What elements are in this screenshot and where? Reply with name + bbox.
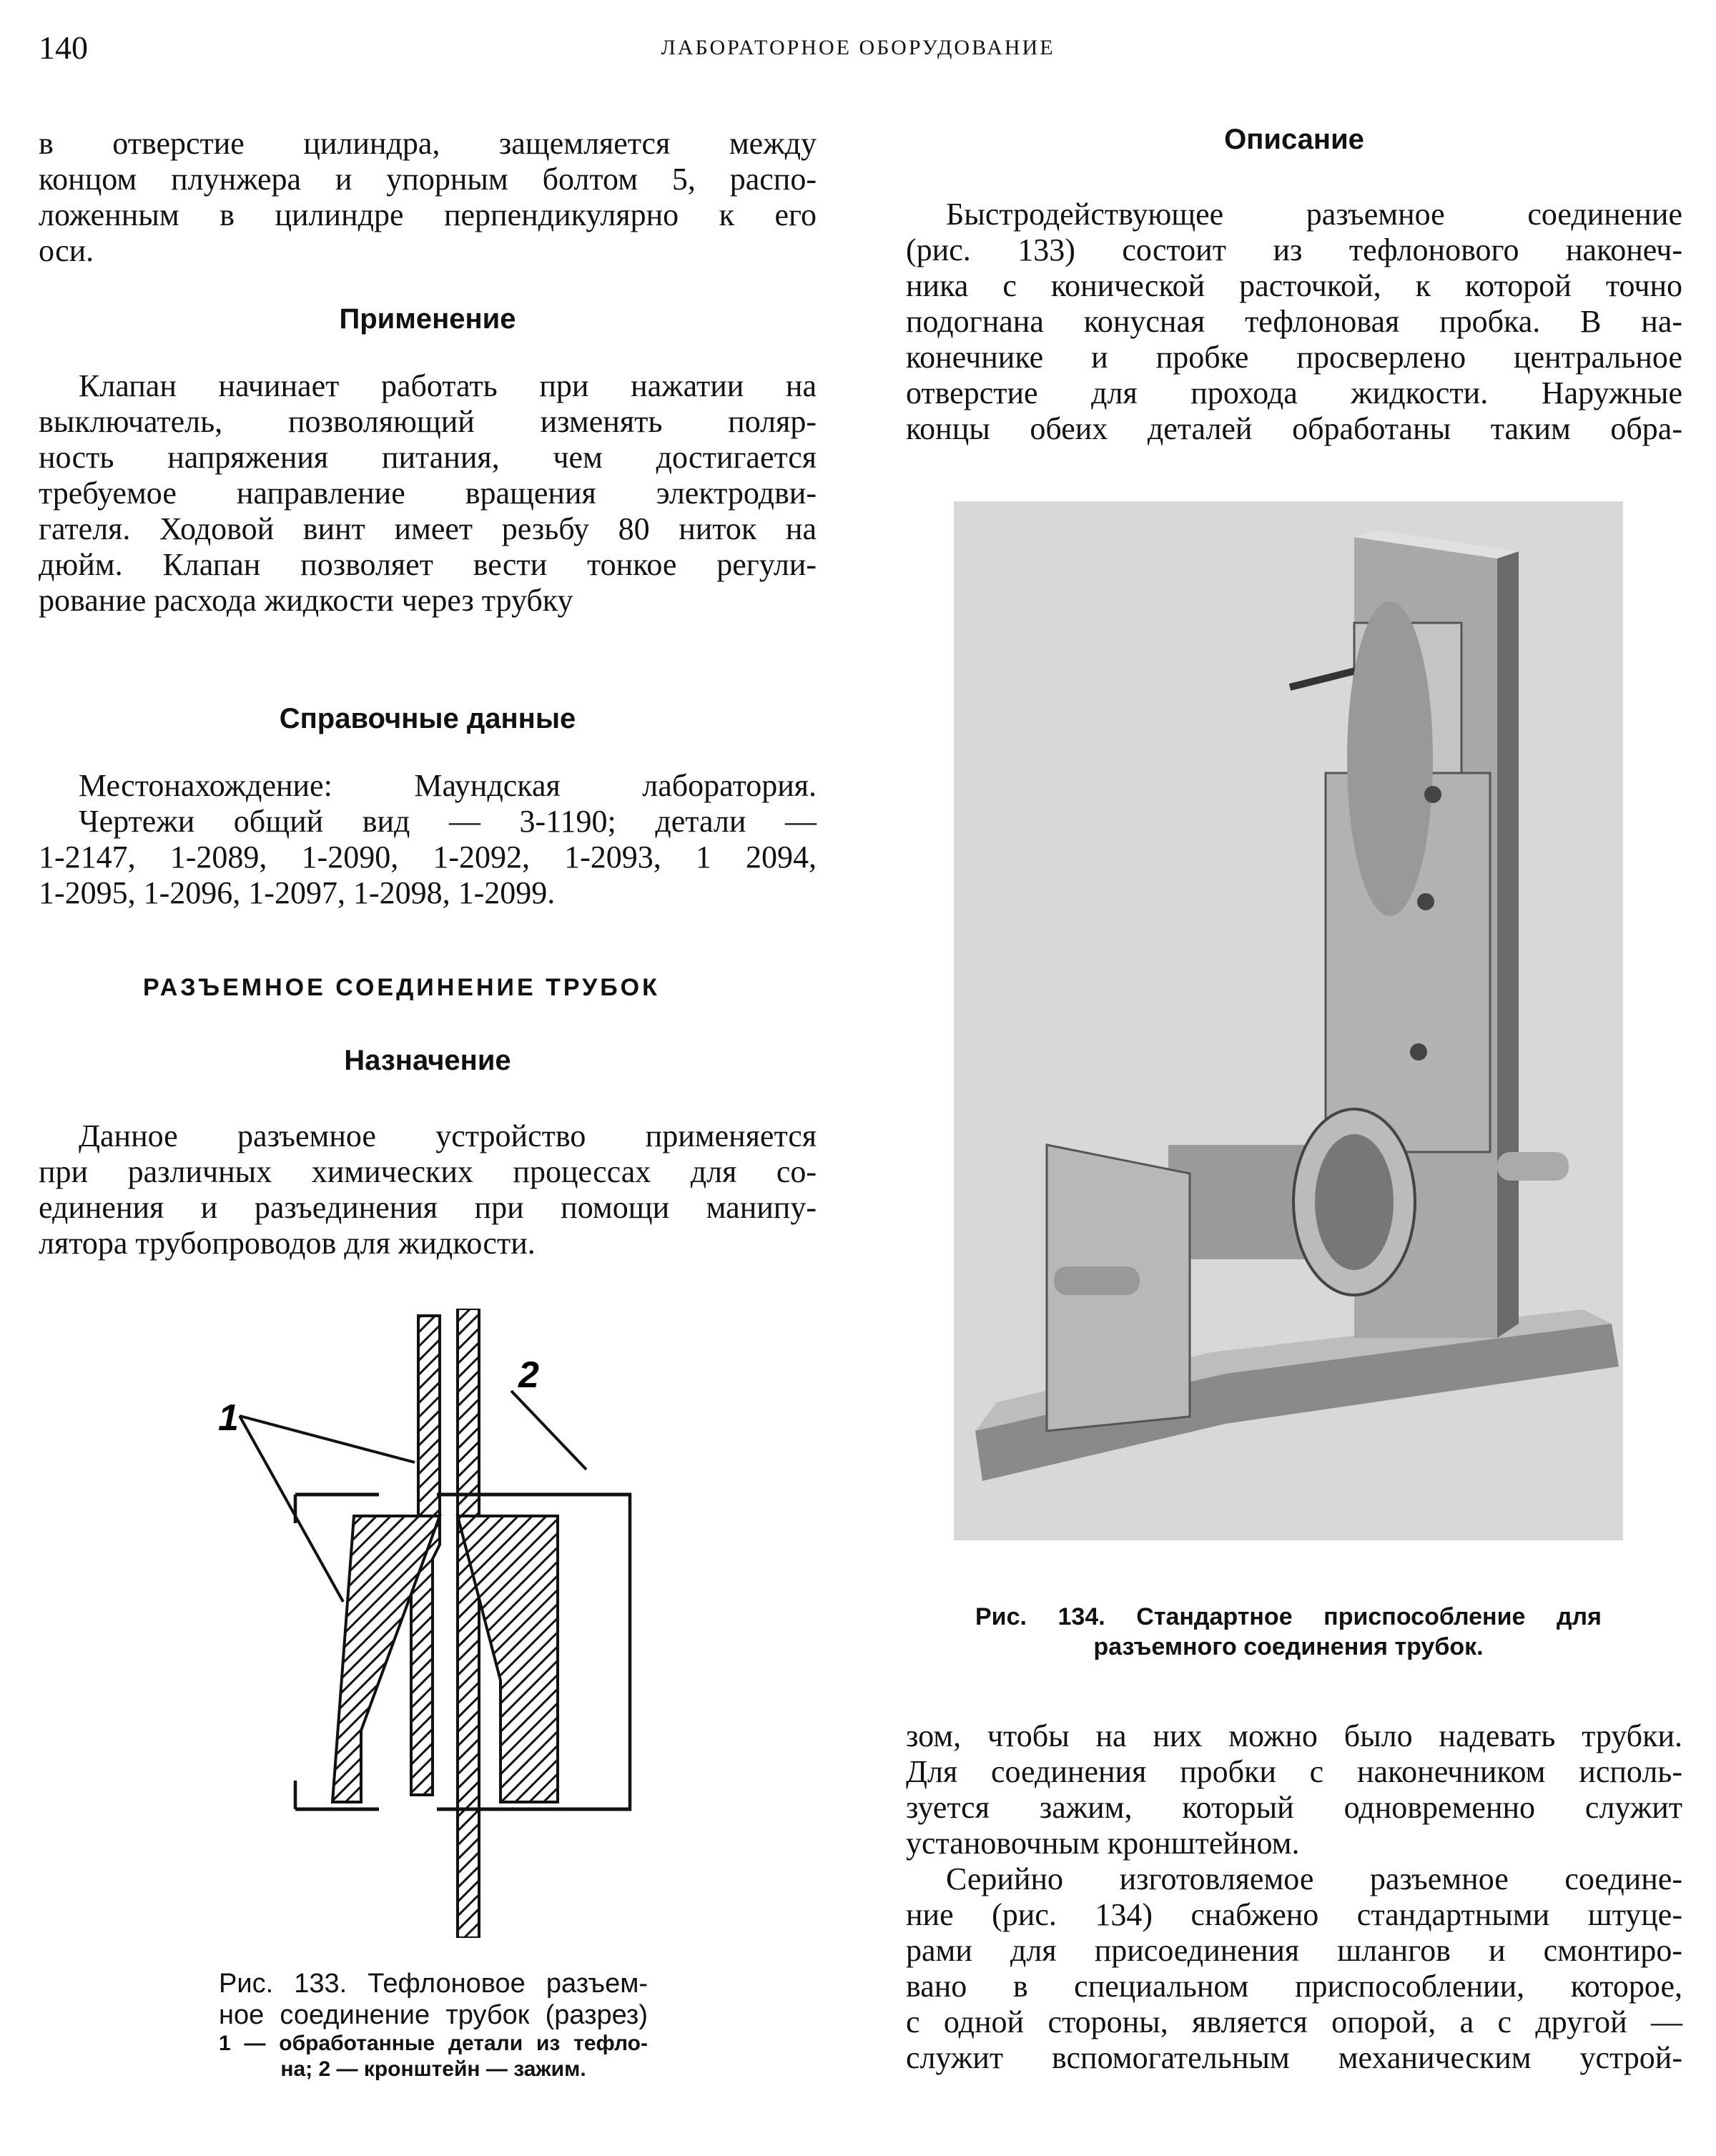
figure-134-caption [954,1602,1623,1662]
heading-spravochnye: Справочные данные [279,703,576,734]
caption-line: Рис. 134. Стандартное приспособление для [975,1603,1602,1630]
legend-line: на; 2 — кронштейн — зажим. [280,2057,586,2081]
text-line: вано в специальном приспособлении, которое, [906,1969,1682,2004]
text-line: рами для присоединения шлангов и смонтиро- [906,1933,1682,1968]
page-number: 140 [39,29,88,66]
text-line: подогнана конусная тефлоновая пробка. В на- [906,304,1682,339]
running-head: ЛАБОРАТОРНОЕ ОБОРУДОВАНИЕ [661,36,1055,59]
text-line: отверстие для прохода жидкости. Наружные [906,375,1682,410]
text-line: с одной стороны, является опорой, а с другой — [906,2004,1682,2039]
text-line: требуемое направление вращения электродви- [39,476,817,511]
figure-133-caption [219,1968,648,2082]
text-line: оси. [39,233,94,268]
legend-line: 1 — обработанные детали из тефло- [219,2032,648,2055]
text-line: ника с конической расточкой, к которой точно [906,268,1682,303]
text-line: единения и разъединения при помощи манипу- [39,1190,817,1225]
text-line: Местонахождение: Маундская лаборатория. [79,768,817,803]
text-line: выключатель, позволяющий изменять поляр- [39,404,817,439]
heading-primenenie: Применение [339,303,516,335]
text-line: зуется зажим, который одновременно служит [906,1790,1682,1825]
text-line: концом плунжера и упорным болтом 5, распо- [39,162,817,197]
caption-line: Рис. 133. Тефлоновое разъем- [219,1969,648,1999]
caption-line: разъемного соединения трубок. [1093,1633,1484,1660]
text-line: Клапан начинает работать при нажатии на [79,368,817,403]
text-line: гателя. Ходовой винт имеет резьбу 80 ниток на [39,511,817,546]
text-line: зом, чтобы на них можно было надевать трубки. [906,1718,1682,1753]
text-line: (рис. 133) состоит из тефлонового наконеч- [906,232,1682,267]
text-line: 1-2095, 1-2096, 1-2097, 1-2098, 1-2099. [39,875,556,910]
text-line: ложенным в цилиндре перпендикулярно к его [39,197,817,232]
section-title: РАЗЪЕМНОЕ СОЕДИНЕНИЕ ТРУБОК [143,974,660,1001]
caption-line: ное соединение трубок (разрез) [219,2000,648,2030]
text-line: ность напряжения питания, чем достигается [39,440,817,475]
text-line: Серийно изготовляемое разъемное соедине- [946,1861,1682,1896]
text-line: лятора трубопроводов для жидкости. [39,1226,536,1261]
text-line: Быстродействующее разъемное соединение [946,197,1682,232]
heading-naznachenie: Назначение [344,1045,511,1076]
text-line: ние (рис. 134) снабжено стандартными штуце- [906,1897,1682,1932]
text-line: дюйм. Клапан позволяет вести тонкое регули- [39,547,817,582]
text-line: Для соединения пробки с наконечником исполь- [906,1754,1682,1789]
text-line: установочным кронштейном. [906,1826,1300,1861]
text-line: Чертежи общий вид — 3-1190; детали — [79,804,817,839]
text-line: рование расхода жидкости через трубку [39,583,573,618]
figure-133-diagram [200,1309,658,1938]
label-1: 1 [218,1397,239,1439]
label-2: 2 [518,1354,539,1396]
text-line: 1-2147, 1-2089, 1-2090, 1-2092, 1-2093, 1 2094, [39,840,817,875]
text-line: служит вспомогательным механическим устрой- [906,2040,1682,2075]
text-line: при различных химических процессах для со- [39,1154,817,1189]
text-line: в отверстие цилиндра, защемляется между [39,126,817,161]
heading-opisanie: Описание [1224,124,1364,155]
text-line: Данное разъемное устройство применяется [79,1118,817,1153]
figure-134-photo [954,501,1623,1540]
text-line: концы обеих деталей обработаны таким обра- [906,411,1682,446]
text-line: конечнике и пробке просверлено центральное [906,340,1682,375]
